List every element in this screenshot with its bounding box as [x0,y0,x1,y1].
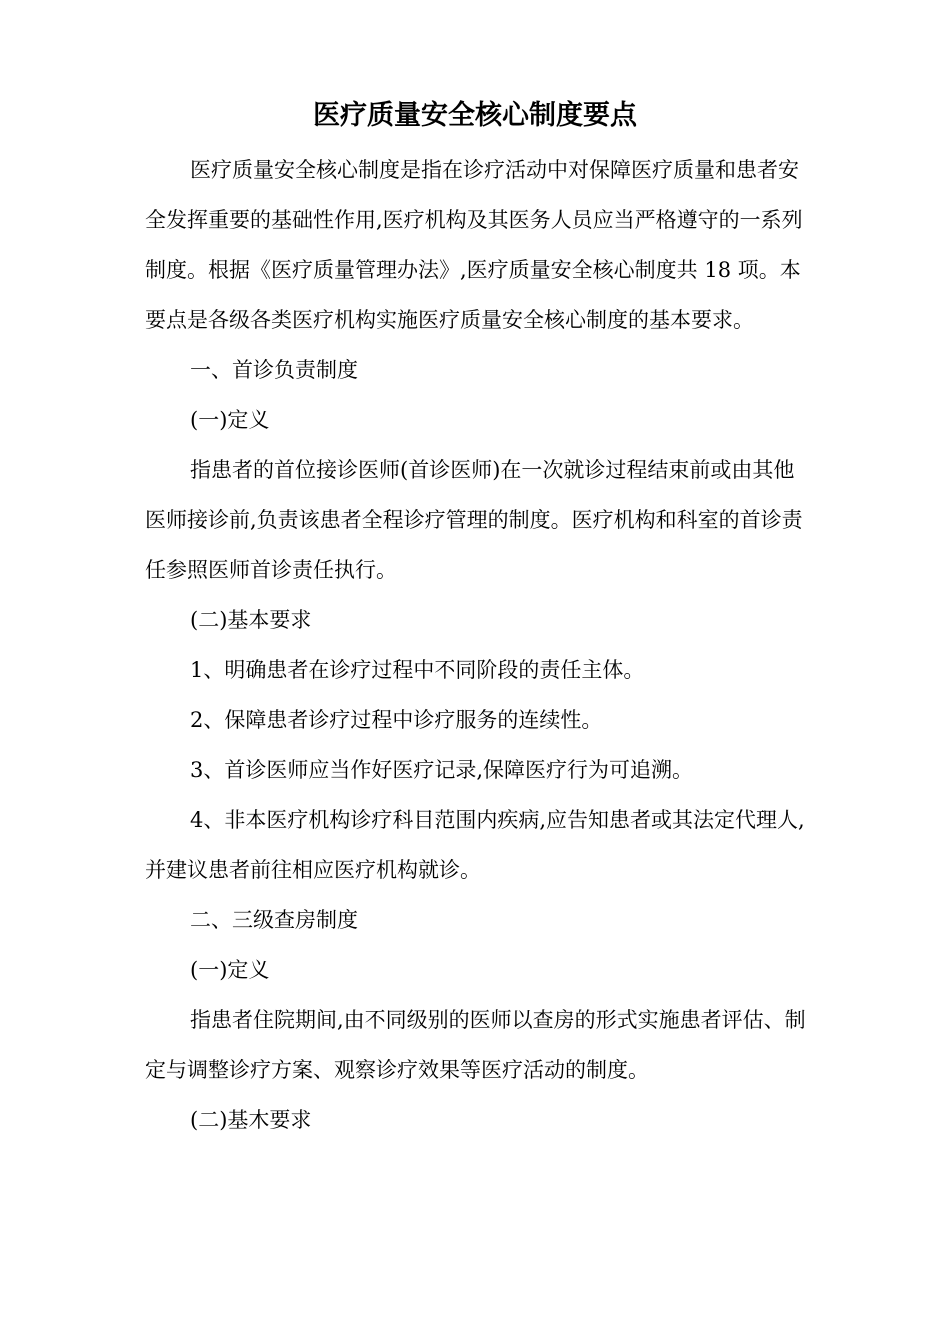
requirement-item: 1、明确患者在诊疗过程中不同阶段的责任主体。 [190,658,645,682]
subsection-heading-definition: (一)定义 [190,958,270,982]
section-heading-ward-rounds: 二、三级查房制度 [190,908,358,932]
requirement-item: 4、非本医疗机构诊疗科目范围内疾病,应告知患者或其法定代理人,并建议患者前往相应医疗机构就诊。 [145,808,805,882]
document-body [145,145,810,1145]
subsection-heading-definition: (一)定义 [190,408,270,432]
definition-paragraph: 指患者的首位接诊医师(首诊医师)在一次就诊过程结束前或由其他医师接诊前,负责该患者全程诊疗管理的制度。医疗机构和科室的首诊责任参照医师首诊责任执行。 [145,458,803,582]
requirement-item: 3、首诊医师应当作好医疗记录,保障医疗行为可追溯。 [190,758,694,782]
intro-paragraph: 医疗质量安全核心制度是指在诊疗活动中对保障医疗质量和患者安全发挥重要的基础性作用,医疗机构及其医务人员应当严格遵守的一系列制度。根据《医疗质量管理办法》,医疗质量安全核心制度共 18 项。本要点是各级各类医疗机构实施医疗质量安全核心制度的基本要求。 [145,158,803,332]
document-title: 医疗质量安全核心制度要点 [313,100,637,131]
subsection-heading-requirements: (二)基本要求 [190,608,312,632]
requirement-item: 2、保障患者诊疗过程中诊疗服务的连续性。 [190,708,603,732]
definition-paragraph: 指患者住院期间,由不同级别的医师以查房的形式实施患者评估、制定与调整诊疗方案、观察诊疗效果等医疗活动的制度。 [145,1008,806,1082]
subsection-heading-requirements: (二)基木要求 [190,1108,312,1132]
section-heading-first-visit: 一、首诊负责制度 [190,358,358,382]
